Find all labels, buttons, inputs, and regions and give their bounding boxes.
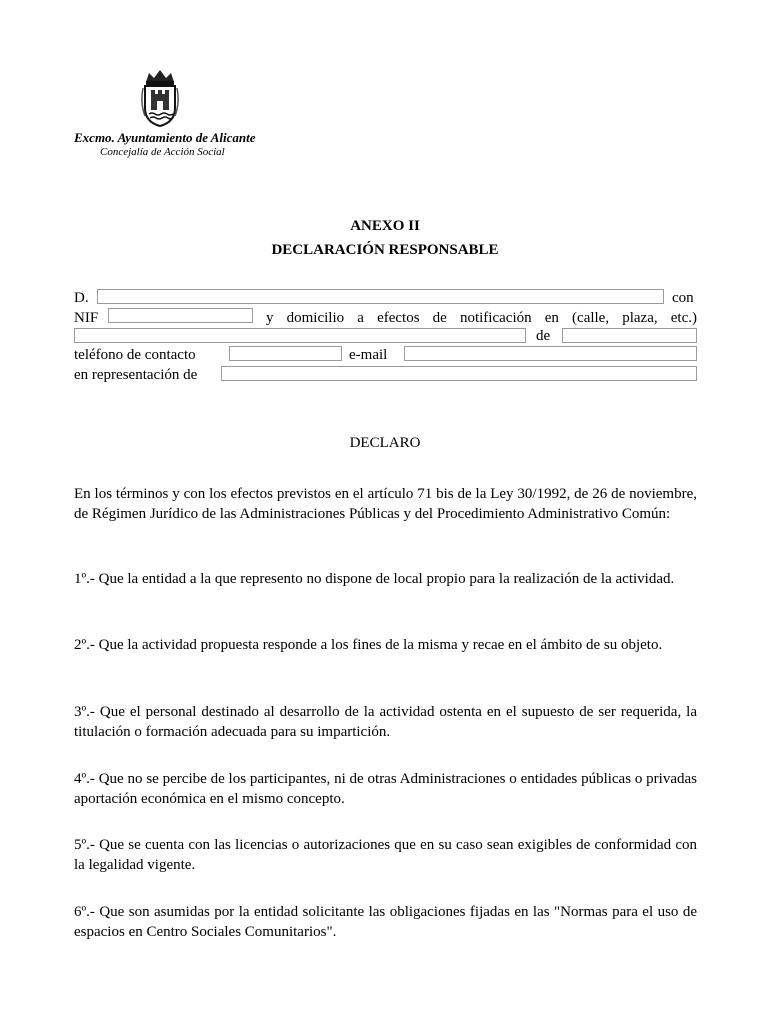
- address-field[interactable]: [74, 328, 526, 343]
- representacion-label: en representación de: [74, 367, 198, 383]
- de-label: de: [536, 328, 551, 344]
- declaration-item: 5º.- Que se cuenta con las licencias o autorizaciones que en su caso sean exigibles de conformidad con la legalidad vigente.: [74, 837, 697, 873]
- declaration-item: 3º.- Que el personal destinado al desarrollo de la actividad ostenta en el supuesto de ser requerida, la titulación o formación adecuada para su impartición.: [74, 704, 697, 740]
- d-label: D.: [74, 290, 89, 306]
- email-label: e-mail: [349, 347, 388, 363]
- annex-title: ANEXO II: [350, 218, 420, 234]
- name-field[interactable]: [97, 289, 664, 304]
- declaration-item: 1º.- Que la entidad a la que represento no dispone de local propio para la realización de la actividad.: [74, 571, 675, 587]
- nif-field[interactable]: [108, 308, 253, 323]
- declaro-heading: DECLARO: [349, 435, 421, 451]
- intro-paragraph: En los términos y con los efectos previstos en el artículo 71 bis de la Ley 30/1992, de 26 de noviembre, de Régimen Jurídico de las Administraciones Públicas y del Procedimiento Administrativo Común:: [74, 486, 697, 522]
- department-name: Concejalía de Acción Social: [100, 146, 225, 158]
- declaration-item: 4º.- Que no se percibe de los participantes, ni de otras Administraciones o entidades públicas o privadas aportación económica en el mismo concepto.: [74, 771, 697, 807]
- domicilio-label: y domicilio a efectos de notificación en (calle, plaza, etc.): [266, 310, 697, 326]
- email-field[interactable]: [404, 346, 697, 361]
- declaration-item: 2º.- Que la actividad propuesta responde a los fines de la misma y recae en el ámbito de su objeto.: [74, 637, 663, 653]
- locality-field[interactable]: [562, 328, 697, 343]
- organization-name: Excmo. Ayuntamiento de Alicante: [74, 130, 256, 145]
- nif-label: NIF: [74, 310, 99, 326]
- telefono-label: teléfono de contacto: [74, 347, 196, 363]
- con-label: con: [672, 290, 694, 306]
- phone-field[interactable]: [229, 346, 342, 361]
- entity-field[interactable]: [221, 366, 697, 381]
- coat-of-arms-icon: [140, 68, 180, 128]
- document-heading: DECLARACIÓN RESPONSABLE: [271, 242, 499, 258]
- declaration-item: 6º.- Que son asumidas por la entidad solicitante las obligaciones fijadas en las "Normas para el uso de espacios en Centro Sociales Comunitarios".: [74, 904, 697, 940]
